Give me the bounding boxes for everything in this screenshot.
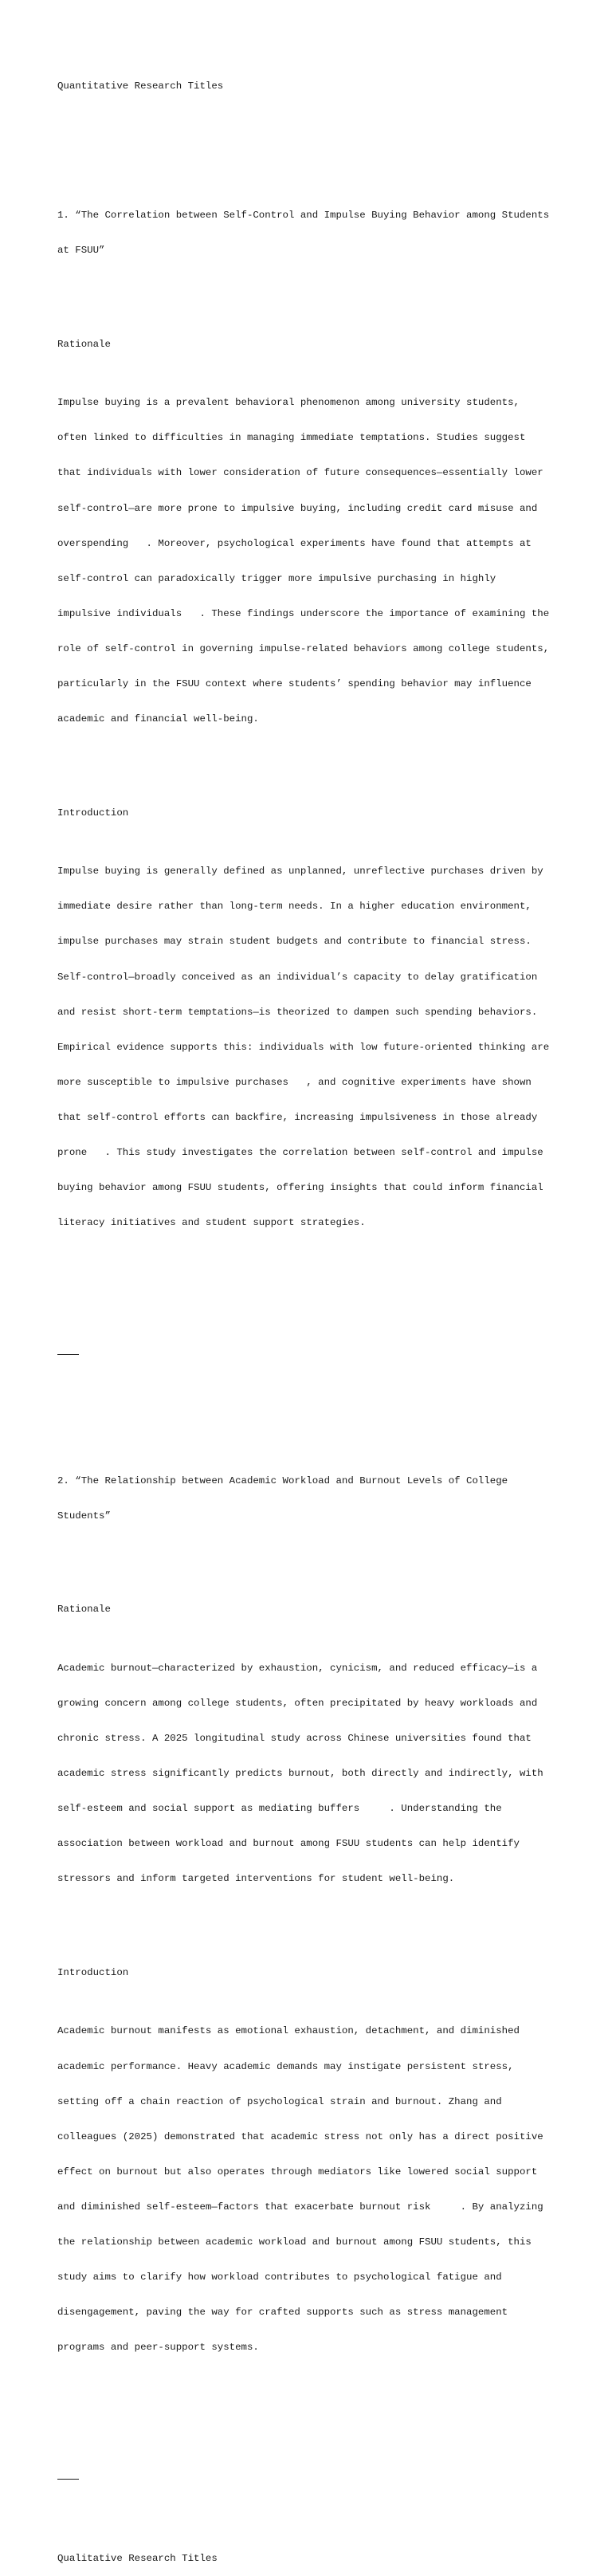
paragraph-line: Academic burnout manifests as emotional exhaustion, detachment, and diminished [57, 2025, 520, 2037]
paragraph-line: association between workload and burnout among FSUU students can help identify [57, 1838, 520, 1850]
paragraph-line: Impulse buying is generally defined as unplanned, unreflective purchases driven by [57, 866, 543, 878]
paragraph-line: literacy initiatives and student support strategies. [57, 1217, 366, 1229]
document-page [57, 57, 567, 2576]
introduction-heading: Introduction [57, 1966, 129, 1978]
paragraph-line: self-esteem and social support as mediating buffers . Understanding the [57, 1803, 502, 1815]
paragraph-line: Academic burnout—characterized by exhaustion, cynicism, and reduced efficacy—is a [57, 1662, 538, 1674]
study-1-title [57, 187, 567, 281]
paragraph-line: immediate desire rather than long-term needs. In a higher education environment, [57, 901, 532, 913]
paragraph-line: chronic stress. A 2025 longitudinal study across Chinese universities found that [57, 1732, 532, 1744]
paragraph-line: prone . This study investigates the correlation between self-control and impulse [57, 1146, 543, 1158]
study-2-title [57, 1451, 567, 1545]
paragraph-line: particularly in the FSUU context where students’ spending behavior may influence [57, 678, 532, 690]
paragraph-line: effect on burnout but also operates through mediators like lowered social support [57, 2166, 538, 2177]
study-1 [57, 163, 567, 1275]
paragraph-line: that individuals with lower consideration of future consequences—essentially lower [57, 467, 543, 479]
paragraph-line: Empirical evidence supports this: individuals with low future-oriented thinking are [57, 1041, 550, 1053]
section-heading-quantitative: Quantitative Research Titles [57, 80, 224, 92]
paragraph-line: Impulse buying is a prevalent behavioral phenomenon among university students, [57, 397, 520, 409]
paragraph-line: buying behavior among FSUU students, offering insights that could inform financial [57, 1182, 543, 1194]
introduction-paragraph [57, 2002, 567, 2377]
title-line: at FSUU” [57, 245, 105, 257]
study-2 [57, 1428, 567, 2401]
paragraph-line: often linked to difficulties in managing immediate temptations. Studies suggest [57, 432, 526, 444]
introduction-heading: Introduction [57, 807, 129, 819]
title-line: 2. “The Relationship between Academic Workload and Burnout Levels of College [57, 1475, 508, 1486]
paragraph-line: impulsive individuals . These findings underscore the importance of examining the [57, 607, 550, 619]
title-line: 1. “The Correlation between Self-Control and Impulse Buying Behavior among Students [57, 210, 550, 222]
paragraph-line: self-control can paradoxically trigger more impulsive purchasing in highly [57, 572, 496, 584]
rationale-paragraph [57, 1639, 567, 1908]
paragraph-line: more susceptible to impulsive purchases , and cognitive experiments have shown [57, 1076, 532, 1088]
section-divider [57, 1354, 79, 1355]
introduction-paragraph [57, 842, 567, 1252]
rationale-paragraph [57, 374, 567, 748]
paragraph-line: Self-control—broadly conceived as an individual’s capacity to delay gratification [57, 971, 538, 983]
paragraph-line: colleagues (2025) demonstrated that academic stress not only has a direct positive [57, 2130, 543, 2142]
paragraph-line: stressors and inform targeted interventions for student well-being. [57, 1873, 455, 1885]
paragraph-line: academic performance. Heavy academic demands may instigate persistent stress, [57, 2060, 514, 2072]
title-line: Students” [57, 1510, 111, 1522]
paragraph-line: impulse purchases may strain student budgets and contribute to financial stress. [57, 936, 532, 948]
paragraph-line: academic and financial well-being. [57, 713, 259, 725]
paragraph-line: academic stress significantly predicts burnout, both directly and indirectly, with [57, 1768, 543, 1780]
paragraph-line: growing concern among college students, often precipitated by heavy workloads and [57, 1697, 538, 1709]
section-heading-qualitative: Qualitative Research Titles [57, 2552, 218, 2564]
rationale-heading: Rationale [57, 338, 111, 350]
paragraph-line: overspending . Moreover, psychological experiments have found that attempts at [57, 537, 532, 549]
paragraph-line: the relationship between academic workload and burnout among FSUU students, this [57, 2236, 532, 2248]
paragraph-line: study aims to clarify how workload contributes to psychological fatigue and [57, 2272, 502, 2283]
paragraph-line: setting off a chain reaction of psychological strain and burnout. Zhang and [57, 2095, 502, 2107]
section-divider [57, 2479, 79, 2480]
paragraph-line: disengagement, paving the way for crafted supports such as stress management [57, 2307, 508, 2319]
paragraph-line: programs and peer-support systems. [57, 2342, 259, 2354]
paragraph-line: and diminished self-esteem—factors that exacerbate burnout risk . By analyzing [57, 2201, 543, 2213]
paragraph-line: that self-control efforts can backfire, increasing impulsiveness in those already [57, 1111, 538, 1123]
paragraph-line: role of self-control in governing impulse-related behaviors among college students, [57, 642, 550, 654]
paragraph-line: self-control—are more prone to impulsive buying, including credit card misuse and [57, 502, 538, 514]
rationale-heading: Rationale [57, 1604, 111, 1616]
paragraph-line: and resist short-term temptations—is theorized to dampen such spending behaviors. [57, 1006, 538, 1018]
